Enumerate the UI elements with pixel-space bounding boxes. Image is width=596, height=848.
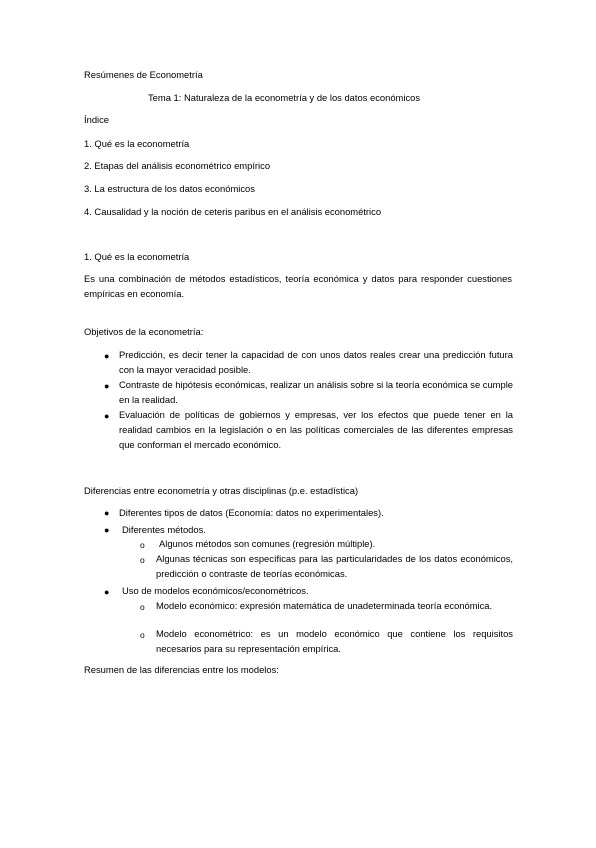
bullet-icon: ●	[104, 351, 110, 361]
bullet-icon: ●	[104, 587, 110, 597]
difference-item: Uso de modelos económicos/econométricos.	[122, 585, 309, 596]
document-title: Resúmenes de Econometría	[84, 69, 203, 80]
method-subitem: Algunas técnicas son específicas para las particularidades de los datos económicos, predicción o contraste de teorías económicas.	[156, 553, 513, 579]
sub-bullet-icon: o	[140, 630, 145, 640]
definition-paragraph: Es una combinación de métodos estadísticos, teoría económica y datos para responder cuestiones empíricas en economía.	[84, 273, 512, 299]
sub-bullet-icon: o	[140, 555, 145, 565]
difference-item: Diferentes tipos de datos (Economía: datos no experimentales).	[119, 507, 384, 518]
section-heading: 1. Qué es la econometría	[84, 251, 190, 262]
index-item: 3. La estructura de los datos económicos	[84, 183, 255, 194]
bullet-icon: ●	[104, 381, 110, 391]
sub-bullet-icon: o	[140, 602, 145, 612]
differences-heading: Diferencias entre econometría y otras disciplinas (p.e. estadística)	[84, 485, 359, 496]
method-subitem: Algunos métodos son comunes (regresión múltiple).	[159, 538, 376, 549]
bullet-icon: ●	[104, 525, 110, 535]
bullet-icon: ●	[104, 411, 110, 421]
objective-item: Evaluación de políticas de gobiernos y empresas, ver los efectos que puede tener en la realidad cambios en la legislación o en las políticas comerciales de las diferentes empresas que conforman el mercado económico.	[119, 409, 513, 450]
index-item: 4. Causalidad y la noción de ceteris paribus en el análisis econométrico	[84, 206, 382, 217]
index-heading: Índice	[84, 114, 110, 125]
summary-heading: Resumen de las diferencias entre los modelos:	[84, 664, 279, 675]
theme-title: : Naturaleza de la econometría y de los datos económicos	[178, 92, 421, 103]
objective-item: Contraste de hipótesis económicas, realizar un análisis sobre si la teoría económica se cumple en la realidad.	[119, 379, 513, 405]
index-item: 2. Etapas del análisis econométrico empírico	[84, 160, 271, 171]
sub-bullet-icon: o	[140, 540, 145, 550]
objective-item: Predicción, es decir tener la capacidad de con unos datos reales crear una predicción futura con la mayor veracidad posible.	[119, 349, 513, 375]
theme-heading	[148, 92, 420, 104]
bullet-icon: ●	[104, 508, 110, 518]
objectives-heading: Objetivos de la econometría:	[84, 326, 204, 337]
model-subitem: Modelo económico: expresión matemática de unadeterminada teoría económica.	[156, 600, 493, 611]
difference-item: Diferentes métodos.	[122, 524, 206, 535]
index-item: 1. Qué es la econometría	[84, 138, 190, 149]
model-subitem: Modelo econométrico: es un modelo económico que contiene los requisitos necesarios para su representación empírica.	[156, 628, 513, 654]
theme-prefix: Tema 1	[148, 92, 179, 103]
